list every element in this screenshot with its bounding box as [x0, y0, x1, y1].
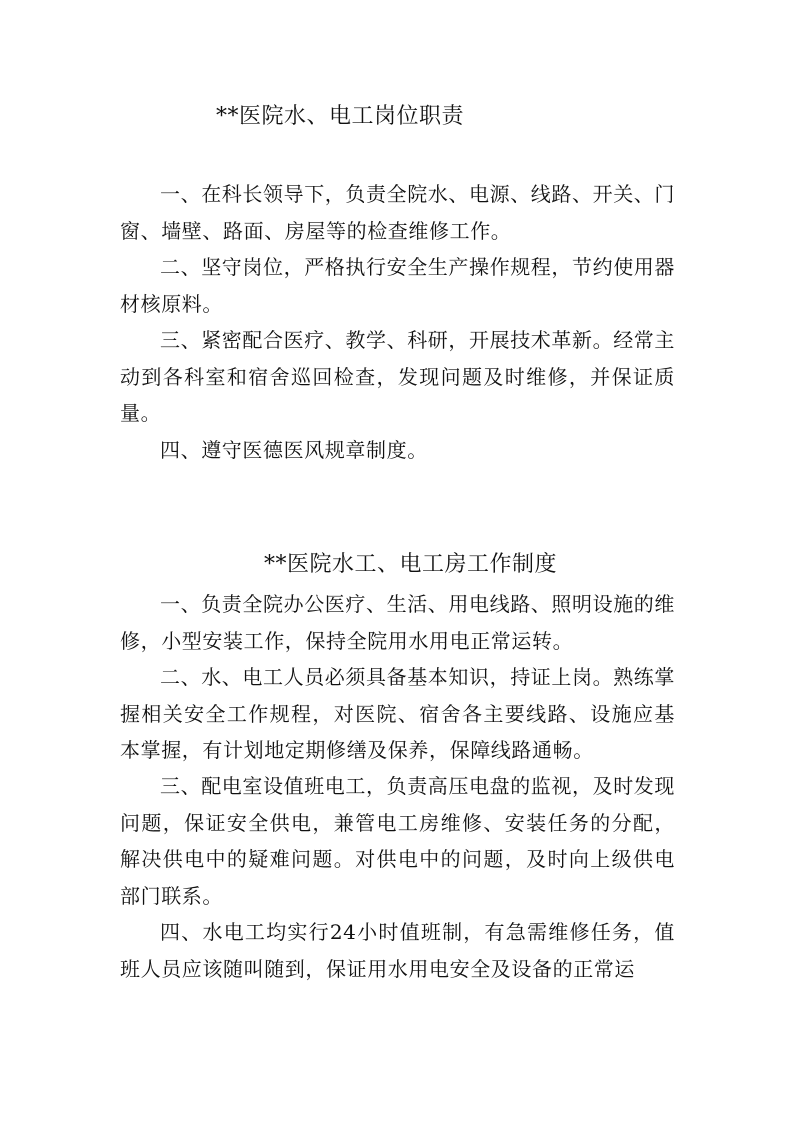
- section-1-paragraph-4: 四、遵守医德医风规章制度。: [160, 438, 428, 462]
- section-2-paragraph-2: 二、水、电工人员必须具备基本知识，持证上岗。熟练掌握相关安全工作规程，对医院、宿舍各主要线路、设施应基本掌握，有计划地定期修缮及保养，保障线路通畅。: [120, 665, 675, 762]
- section-2-paragraph-3: 三、配电室设值班电工，负责高压电盘的监视，及时发现问题，保证安全供电，兼管电工房维修、安装任务的分配，解决供电中的疑难问题。对供电中的问题，及时向上级供电部门联系。: [120, 774, 675, 908]
- section-1-paragraph-2: 二、坚守岗位，严格执行安全生产操作规程，节约使用器材核原料。: [120, 255, 675, 316]
- section-1-title: **医院水、电工岗位职责: [216, 104, 465, 129]
- section-1-paragraph-1: 一、在科长领导下，负责全院水、电源、线路、开关、门窗、墙壁、路面、房屋等的检查维修工作。: [120, 182, 675, 243]
- section-1-paragraph-3: 三、紧密配合医疗、教学、科研，开展技术革新。经常主动到各科室和宿舍巡回检查，发现问题及时维修，并保证质量。: [120, 328, 675, 425]
- section-2-title: **医院水工、电工房工作制度: [264, 552, 558, 577]
- section-2-paragraph-1: 一、负责全院办公医疗、生活、用电线路、照明设施的维修，小型安装工作，保持全院用水用电正常运转。: [120, 592, 675, 653]
- section-2-paragraph-4: 四、水电工均实行24小时值班制，有急需维修任务，值班人员应该随叫随到，保证用水用电安全及设备的正常运: [120, 920, 675, 981]
